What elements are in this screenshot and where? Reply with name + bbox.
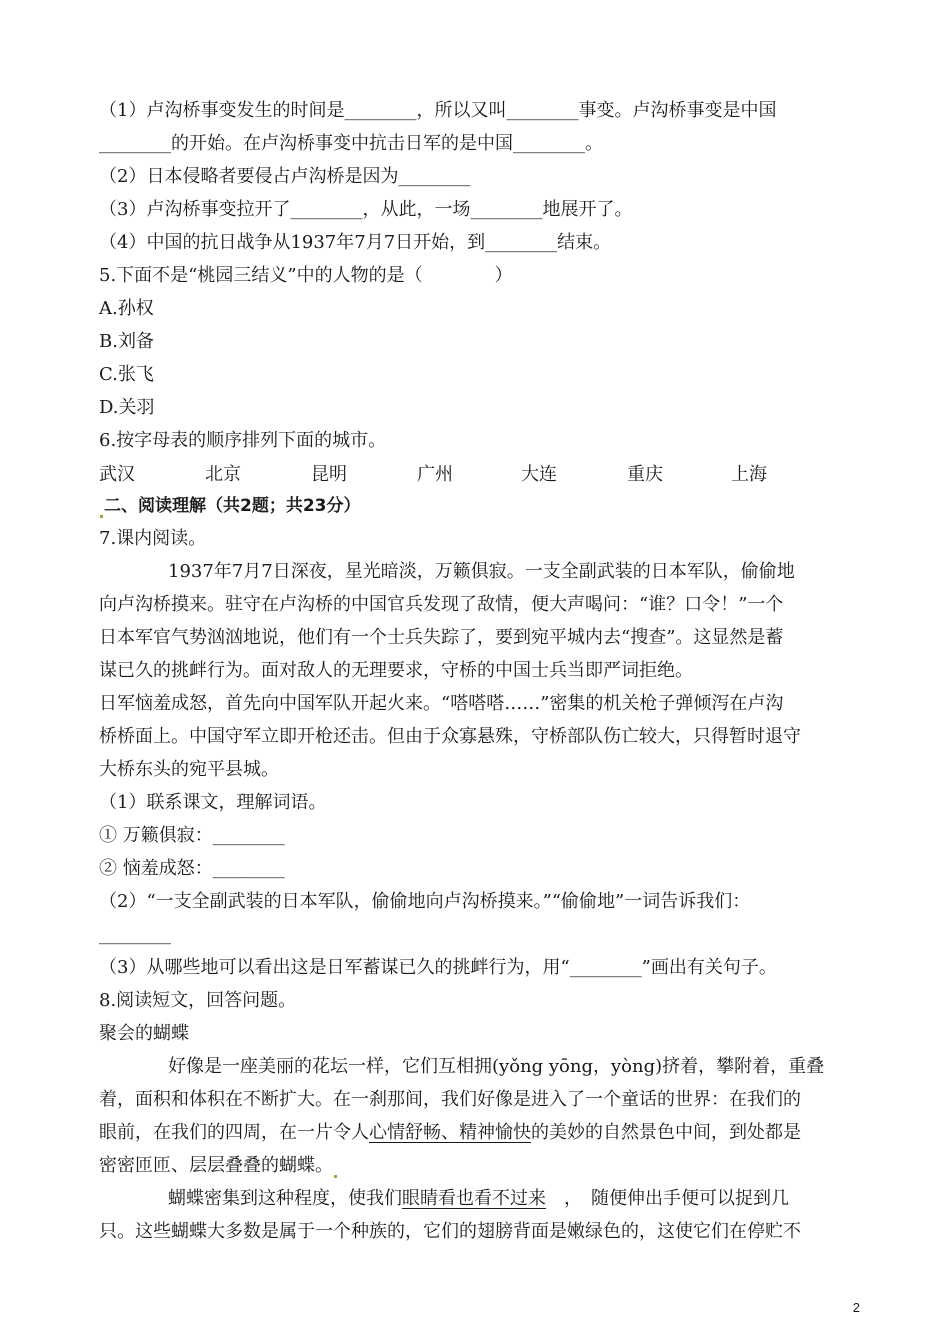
q7-1: （1）联系课文，理解词语。 <box>99 792 327 813</box>
underlined-phrase: 眼睛看也看不过来 <box>402 1188 546 1209</box>
q7-1-b: ② 恼羞成怒：________ <box>99 858 285 879</box>
passage-8-line-1: 好像是一座美丽的花坛一样，它们互相拥(yǒng yōng，yòng)挤着，攀附着，重叠 <box>168 1056 825 1077</box>
passage-7-line-7: 大桥东头的宛平县城。 <box>99 759 279 780</box>
q7-3: （3）从哪些地可以看出这是日军蓄谋已久的挑衅行为，用“________”画出有关句子。 <box>99 957 777 978</box>
q8-question: 8.阅读短文，回答问题。 <box>99 990 297 1011</box>
passage-8-line-4: 密密匝匝、层层叠叠的蝴蝶。 <box>99 1154 338 1178</box>
q5-question: 5.下面不是“桃园三结义”中的人物的是（ ） <box>99 265 513 286</box>
section-heading: 二、阅读理解（共2题；共23分） <box>99 494 361 518</box>
q4-4: （4）中国的抗日战争从1937年7月7日开始，到________结束。 <box>99 232 612 253</box>
passage-7-line-3: 日本军官气势汹汹地说，他们有一个士兵失踪了，要到宛平城内去“搜查”。这显然是蓄 <box>99 627 784 648</box>
page-number: 2 <box>852 1300 860 1315</box>
q4-2: （2）日本侵略者要侵占卢沟桥是因为________ <box>99 166 471 187</box>
city-item: 大连 <box>521 464 557 485</box>
passage-7-line-6: 桥桥面上。中国守军立即开枪还击。但由于众寡悬殊，守桥部队伤亡较大，只得暂时退守 <box>99 726 801 747</box>
city-item: 北京 <box>205 464 241 485</box>
q5-option-b: B.刘备 <box>99 331 154 352</box>
passage-7-line-2: 向卢沟桥摸来。驻守在卢沟桥的中国官兵发现了敌情，便大声喝问：“谁？口令！”一个 <box>99 594 784 615</box>
city-item: 昆明 <box>311 464 347 485</box>
q7-1-a: ① 万籁俱寂：________ <box>99 825 285 846</box>
q4-1-line-1: （1）卢沟桥事变发生的时间是________，所以又叫________事变。卢沟桥事变是中国 <box>99 100 777 121</box>
passage-8-line-5: 蝴蝶密集到这种程度，使我们眼睛看也看不过来 ， 随便伸出手便可以捉到几 <box>168 1188 789 1209</box>
q6-question: 6.按字母表的顺序排列下面的城市。 <box>99 430 387 451</box>
city-item: 上海 <box>731 464 767 485</box>
q4-1-line-2: ________的开始。在卢沟桥事变中抗击日军的是中国________。 <box>99 133 603 154</box>
passage-8-title: 聚会的蝴蝶 <box>99 1023 189 1044</box>
q5-option-d: D.关羽 <box>99 397 155 418</box>
passage-8-line-2: 着，面积和体积在不断扩大。在一刹那间，我们好像是进入了一个童话的世界：在我们的 <box>99 1089 801 1110</box>
city-item: 广州 <box>417 464 453 485</box>
passage-8-line-6: 只。这些蝴蝶大多数是属于一个种族的，它们的翅膀背面是嫩绿色的，这使它们在停贮不 <box>99 1221 801 1242</box>
city-item: 重庆 <box>627 464 663 485</box>
q7-2: （2）“一支全副武装的日本军队，偷偷地向卢沟桥摸来。”“偷偷地”一词告诉我们： <box>99 891 751 912</box>
q5-option-c: C.张飞 <box>99 364 154 385</box>
passage-7-line-1: 1937年7月7日深夜，星光暗淡，万籁俱寂。一支全副武装的日本军队，偷偷地 <box>168 561 795 582</box>
passage-8-line-3: 眼前，在我们的四周，在一片令人心情舒畅、精神愉快的美妙的自然景色中间，到处都是 <box>99 1122 801 1143</box>
passage-7-line-5: 日军恼羞成怒，首先向中国军队开起火来。“嗒嗒嗒……”密集的机关枪子弹倾泻在卢沟 <box>99 693 784 714</box>
q7-question: 7.课内阅读。 <box>99 528 207 549</box>
underlined-phrase: 心情舒畅、精神愉快 <box>369 1122 531 1143</box>
q4-3: （3）卢沟桥事变拉开了________，从此，一场________地展开了。 <box>99 199 633 220</box>
city-list <box>99 460 819 486</box>
passage-7-line-4: 谋已久的挑衅行为。面对敌人的无理要求，守桥的中国士兵当即严词拒绝。 <box>99 660 693 681</box>
q5-option-a: A.孙权 <box>99 298 154 319</box>
city-item: 武汉 <box>99 464 135 485</box>
q7-2-blank: ________ <box>99 924 171 945</box>
